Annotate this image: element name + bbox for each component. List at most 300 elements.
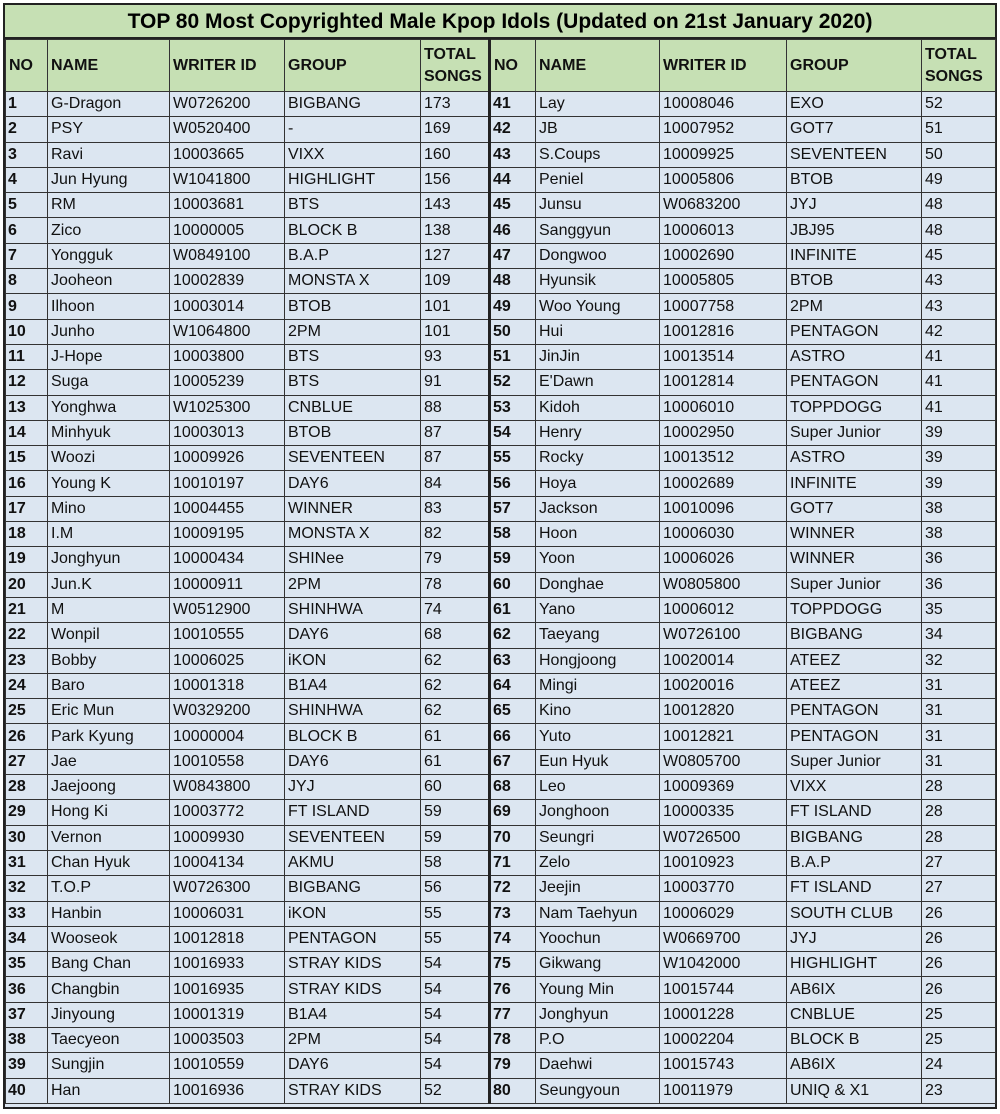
cell-group: AKMU <box>285 850 421 875</box>
cell-name: Park Kyung <box>48 724 170 749</box>
cell-name: Peniel <box>536 167 660 192</box>
cell-name: Jonghyun <box>48 547 170 572</box>
cell-no: 70 <box>490 825 536 850</box>
cell-no: 54 <box>490 420 536 445</box>
cell-name: Rocky <box>536 446 660 471</box>
cell-name: JB <box>536 117 660 142</box>
header-writer-id: WRITER ID <box>660 40 787 92</box>
cell-name: Han <box>48 1078 170 1103</box>
cell-total-songs: 27 <box>922 850 996 875</box>
cell-name: Mino <box>48 496 170 521</box>
cell-no: 9 <box>6 294 48 319</box>
table-row <box>6 1078 996 1103</box>
cell-no: 21 <box>6 597 48 622</box>
cell-total-songs: 88 <box>421 395 490 420</box>
cell-name: I.M <box>48 522 170 547</box>
cell-writer-id: 10000335 <box>660 800 787 825</box>
cell-total-songs: 35 <box>922 597 996 622</box>
cell-writer-id: W0849100 <box>170 243 285 268</box>
cell-no: 30 <box>6 825 48 850</box>
cell-name: Daehwi <box>536 1053 660 1078</box>
cell-total-songs: 26 <box>922 977 996 1002</box>
cell-no: 48 <box>490 269 536 294</box>
table-row <box>6 800 996 825</box>
cell-group: WINNER <box>787 522 922 547</box>
cell-no: 11 <box>6 344 48 369</box>
cell-writer-id: 10016933 <box>170 952 285 977</box>
cell-total-songs: 109 <box>421 269 490 294</box>
table-row <box>6 269 996 294</box>
cell-group: MONSTA X <box>285 522 421 547</box>
cell-total-songs: 54 <box>421 1002 490 1027</box>
cell-no: 76 <box>490 977 536 1002</box>
cell-writer-id: 10006026 <box>660 547 787 572</box>
cell-total-songs: 24 <box>922 1053 996 1078</box>
cell-group: SOUTH CLUB <box>787 901 922 926</box>
cell-writer-id: 10015744 <box>660 977 787 1002</box>
cell-group: VIXX <box>787 775 922 800</box>
cell-writer-id: 10004134 <box>170 850 285 875</box>
cell-no: 75 <box>490 952 536 977</box>
cell-total-songs: 31 <box>922 749 996 774</box>
cell-name: Young Min <box>536 977 660 1002</box>
cell-total-songs: 54 <box>421 1053 490 1078</box>
cell-name: Junho <box>48 319 170 344</box>
cell-total-songs: 55 <box>421 901 490 926</box>
cell-group: BLOCK B <box>285 724 421 749</box>
cell-total-songs: 62 <box>421 699 490 724</box>
table-row <box>6 471 996 496</box>
cell-no: 78 <box>490 1027 536 1052</box>
table-row <box>6 496 996 521</box>
cell-group: JYJ <box>787 193 922 218</box>
table-row <box>6 1053 996 1078</box>
cell-group: TOPPDOGG <box>787 395 922 420</box>
cell-name: P.O <box>536 1027 660 1052</box>
cell-no: 67 <box>490 749 536 774</box>
cell-group: CNBLUE <box>787 1002 922 1027</box>
header-total-line1: TOTAL <box>925 45 977 63</box>
cell-writer-id: 10005239 <box>170 370 285 395</box>
cell-group: BTS <box>285 344 421 369</box>
cell-total-songs: 127 <box>421 243 490 268</box>
cell-no: 27 <box>6 749 48 774</box>
cell-name: Wonpil <box>48 623 170 648</box>
cell-no: 20 <box>6 572 48 597</box>
cell-name: Vernon <box>48 825 170 850</box>
cell-writer-id: 10015743 <box>660 1053 787 1078</box>
cell-group: JYJ <box>285 775 421 800</box>
table-row <box>6 243 996 268</box>
cell-writer-id: 10001319 <box>170 1002 285 1027</box>
header-name: NAME <box>48 40 170 92</box>
cell-name: Hui <box>536 319 660 344</box>
cell-writer-id: 10007758 <box>660 294 787 319</box>
cell-group: INFINITE <box>787 243 922 268</box>
header-writer-id: WRITER ID <box>170 40 285 92</box>
cell-writer-id: W0805700 <box>660 749 787 774</box>
cell-writer-id: 10011979 <box>660 1078 787 1103</box>
cell-total-songs: 51 <box>922 117 996 142</box>
cell-writer-id: W1042000 <box>660 952 787 977</box>
cell-total-songs: 26 <box>922 952 996 977</box>
cell-writer-id: W0726100 <box>660 623 787 648</box>
cell-total-songs: 48 <box>922 193 996 218</box>
cell-group: 2PM <box>285 572 421 597</box>
table-row <box>6 952 996 977</box>
cell-writer-id: 10002950 <box>660 420 787 445</box>
cell-group: ATEEZ <box>787 648 922 673</box>
cell-writer-id: W1064800 <box>170 319 285 344</box>
cell-no: 61 <box>490 597 536 622</box>
cell-writer-id: 10006013 <box>660 218 787 243</box>
table-row <box>6 749 996 774</box>
cell-name: Jun.K <box>48 572 170 597</box>
cell-no: 47 <box>490 243 536 268</box>
cell-group: BIGBANG <box>285 92 421 117</box>
cell-writer-id: 10013512 <box>660 446 787 471</box>
cell-no: 69 <box>490 800 536 825</box>
cell-total-songs: 52 <box>922 92 996 117</box>
cell-no: 44 <box>490 167 536 192</box>
cell-group: B1A4 <box>285 673 421 698</box>
header-total-line1: TOTAL <box>424 45 476 63</box>
cell-group: PENTAGON <box>787 724 922 749</box>
cell-no: 40 <box>6 1078 48 1103</box>
cell-writer-id: W0329200 <box>170 699 285 724</box>
cell-no: 29 <box>6 800 48 825</box>
cell-name: Wooseok <box>48 926 170 951</box>
table-row <box>6 597 996 622</box>
cell-group: BIGBANG <box>787 623 922 648</box>
cell-name: Kidoh <box>536 395 660 420</box>
table-row <box>6 446 996 471</box>
cell-total-songs: 87 <box>421 446 490 471</box>
table-row <box>6 1027 996 1052</box>
cell-name: Hongjoong <box>536 648 660 673</box>
cell-name: Gikwang <box>536 952 660 977</box>
cell-group: iKON <box>285 648 421 673</box>
cell-group: DAY6 <box>285 623 421 648</box>
cell-no: 23 <box>6 648 48 673</box>
cell-no: 45 <box>490 193 536 218</box>
cell-group: BLOCK B <box>787 1027 922 1052</box>
cell-writer-id: 10006031 <box>170 901 285 926</box>
cell-total-songs: 39 <box>922 420 996 445</box>
cell-total-songs: 50 <box>922 142 996 167</box>
cell-no: 25 <box>6 699 48 724</box>
cell-name: Sanggyun <box>536 218 660 243</box>
cell-writer-id: 10007952 <box>660 117 787 142</box>
cell-name: Yoochun <box>536 926 660 951</box>
cell-no: 72 <box>490 876 536 901</box>
cell-total-songs: 54 <box>421 1027 490 1052</box>
header-no: NO <box>490 40 536 92</box>
cell-writer-id: 10012821 <box>660 724 787 749</box>
table-row <box>6 370 996 395</box>
cell-group: WINNER <box>285 496 421 521</box>
table-row <box>6 395 996 420</box>
cell-writer-id: 10006012 <box>660 597 787 622</box>
cell-writer-id: W0669700 <box>660 926 787 951</box>
cell-total-songs: 31 <box>922 724 996 749</box>
cell-group: DAY6 <box>285 749 421 774</box>
cell-group: DAY6 <box>285 1053 421 1078</box>
cell-no: 8 <box>6 269 48 294</box>
cell-no: 66 <box>490 724 536 749</box>
spreadsheet <box>3 3 997 1109</box>
cell-name: Bang Chan <box>48 952 170 977</box>
cell-writer-id: 10009369 <box>660 775 787 800</box>
cell-total-songs: 27 <box>922 876 996 901</box>
header-no: NO <box>6 40 48 92</box>
header-name: NAME <box>536 40 660 92</box>
table-row <box>6 1002 996 1027</box>
cell-total-songs: 82 <box>421 522 490 547</box>
cell-name: Zico <box>48 218 170 243</box>
cell-name: Jeejin <box>536 876 660 901</box>
cell-group: MONSTA X <box>285 269 421 294</box>
cell-writer-id: 10010096 <box>660 496 787 521</box>
cell-name: Mingi <box>536 673 660 698</box>
cell-total-songs: 78 <box>421 572 490 597</box>
cell-name: Yoon <box>536 547 660 572</box>
cell-total-songs: 54 <box>421 977 490 1002</box>
cell-name: Henry <box>536 420 660 445</box>
table-row <box>6 420 996 445</box>
cell-group: CNBLUE <box>285 395 421 420</box>
cell-total-songs: 25 <box>922 1002 996 1027</box>
header-row <box>6 40 996 92</box>
cell-name: Chan Hyuk <box>48 850 170 875</box>
cell-no: 77 <box>490 1002 536 1027</box>
cell-group: STRAY KIDS <box>285 952 421 977</box>
cell-total-songs: 26 <box>922 901 996 926</box>
cell-no: 50 <box>490 319 536 344</box>
cell-name: PSY <box>48 117 170 142</box>
cell-name: RM <box>48 193 170 218</box>
cell-group: ASTRO <box>787 446 922 471</box>
cell-group: BLOCK B <box>285 218 421 243</box>
cell-writer-id: 10003503 <box>170 1027 285 1052</box>
cell-total-songs: 32 <box>922 648 996 673</box>
cell-group: SHINee <box>285 547 421 572</box>
cell-name: Junsu <box>536 193 660 218</box>
cell-name: Hoon <box>536 522 660 547</box>
cell-total-songs: 25 <box>922 1027 996 1052</box>
cell-no: 63 <box>490 648 536 673</box>
cell-no: 39 <box>6 1053 48 1078</box>
cell-total-songs: 43 <box>922 269 996 294</box>
cell-writer-id: 10010555 <box>170 623 285 648</box>
cell-total-songs: 62 <box>421 673 490 698</box>
cell-total-songs: 41 <box>922 395 996 420</box>
cell-name: Hyunsik <box>536 269 660 294</box>
table-body <box>6 92 996 1104</box>
cell-no: 60 <box>490 572 536 597</box>
cell-total-songs: 59 <box>421 800 490 825</box>
cell-total-songs: 54 <box>421 952 490 977</box>
cell-writer-id: 10012814 <box>660 370 787 395</box>
cell-group: PENTAGON <box>787 370 922 395</box>
cell-writer-id: W1025300 <box>170 395 285 420</box>
cell-total-songs: 42 <box>922 319 996 344</box>
cell-writer-id: 10006029 <box>660 901 787 926</box>
cell-name: Kino <box>536 699 660 724</box>
table-row <box>6 648 996 673</box>
cell-group: B.A.P <box>285 243 421 268</box>
cell-name: Eric Mun <box>48 699 170 724</box>
cell-name: Changbin <box>48 977 170 1002</box>
cell-no: 56 <box>490 471 536 496</box>
cell-no: 12 <box>6 370 48 395</box>
cell-writer-id: 10002689 <box>660 471 787 496</box>
cell-no: 74 <box>490 926 536 951</box>
cell-name: Yano <box>536 597 660 622</box>
cell-name: Hong Ki <box>48 800 170 825</box>
cell-total-songs: 43 <box>922 294 996 319</box>
cell-group: B1A4 <box>285 1002 421 1027</box>
cell-name: Hoya <box>536 471 660 496</box>
cell-group: FT ISLAND <box>285 800 421 825</box>
cell-group: PENTAGON <box>787 319 922 344</box>
cell-name: Suga <box>48 370 170 395</box>
cell-writer-id: W0843800 <box>170 775 285 800</box>
cell-no: 19 <box>6 547 48 572</box>
cell-writer-id: 10016935 <box>170 977 285 1002</box>
cell-no: 58 <box>490 522 536 547</box>
cell-name: Ilhoon <box>48 294 170 319</box>
cell-writer-id: 10001318 <box>170 673 285 698</box>
cell-name: E'Dawn <box>536 370 660 395</box>
cell-group: STRAY KIDS <box>285 977 421 1002</box>
table-row <box>6 977 996 1002</box>
cell-total-songs: 68 <box>421 623 490 648</box>
cell-total-songs: 41 <box>922 344 996 369</box>
cell-writer-id: 10009195 <box>170 522 285 547</box>
cell-name: Zelo <box>536 850 660 875</box>
cell-writer-id: 10004455 <box>170 496 285 521</box>
cell-writer-id: 10001228 <box>660 1002 787 1027</box>
cell-name: Yonghwa <box>48 395 170 420</box>
cell-group: TOPPDOGG <box>787 597 922 622</box>
cell-no: 53 <box>490 395 536 420</box>
table-row <box>6 319 996 344</box>
cell-writer-id: 10016936 <box>170 1078 285 1103</box>
cell-no: 49 <box>490 294 536 319</box>
cell-writer-id: W0726200 <box>170 92 285 117</box>
cell-group: BIGBANG <box>285 876 421 901</box>
cell-name: Jonghoon <box>536 800 660 825</box>
cell-name: Yongguk <box>48 243 170 268</box>
table-row <box>6 775 996 800</box>
cell-group: JYJ <box>787 926 922 951</box>
cell-group: STRAY KIDS <box>285 1078 421 1103</box>
cell-total-songs: 173 <box>421 92 490 117</box>
table-row <box>6 724 996 749</box>
cell-group: JBJ95 <box>787 218 922 243</box>
cell-no: 65 <box>490 699 536 724</box>
cell-no: 79 <box>490 1053 536 1078</box>
cell-group: HIGHLIGHT <box>285 167 421 192</box>
cell-group: EXO <box>787 92 922 117</box>
cell-name: Minhyuk <box>48 420 170 445</box>
cell-name: Taecyeon <box>48 1027 170 1052</box>
cell-writer-id: W1041800 <box>170 167 285 192</box>
table-row <box>6 547 996 572</box>
cell-total-songs: 83 <box>421 496 490 521</box>
cell-no: 26 <box>6 724 48 749</box>
cell-group: BTOB <box>285 294 421 319</box>
cell-writer-id: 10006025 <box>170 648 285 673</box>
cell-group: FT ISLAND <box>787 800 922 825</box>
cell-name: Bobby <box>48 648 170 673</box>
cell-total-songs: 55 <box>421 926 490 951</box>
cell-writer-id: W0726300 <box>170 876 285 901</box>
cell-total-songs: 38 <box>922 522 996 547</box>
cell-name: Jinyoung <box>48 1002 170 1027</box>
cell-group: BTOB <box>787 269 922 294</box>
cell-no: 4 <box>6 167 48 192</box>
cell-name: Jae <box>48 749 170 774</box>
table-row <box>6 901 996 926</box>
cell-total-songs: 93 <box>421 344 490 369</box>
cell-group: SEVENTEEN <box>285 825 421 850</box>
cell-total-songs: 160 <box>421 142 490 167</box>
cell-writer-id: 10003665 <box>170 142 285 167</box>
cell-name: Baro <box>48 673 170 698</box>
cell-name: Yuto <box>536 724 660 749</box>
cell-total-songs: 169 <box>421 117 490 142</box>
cell-writer-id: 10005805 <box>660 269 787 294</box>
cell-no: 28 <box>6 775 48 800</box>
table-row <box>6 522 996 547</box>
header-total-songs <box>421 40 490 92</box>
table-row <box>6 876 996 901</box>
cell-no: 22 <box>6 623 48 648</box>
cell-total-songs: 143 <box>421 193 490 218</box>
cell-group: ATEEZ <box>787 673 922 698</box>
cell-group: AB6IX <box>787 1053 922 1078</box>
cell-total-songs: 48 <box>922 218 996 243</box>
cell-name: M <box>48 597 170 622</box>
cell-total-songs: 79 <box>421 547 490 572</box>
cell-total-songs: 60 <box>421 775 490 800</box>
cell-no: 35 <box>6 952 48 977</box>
cell-total-songs: 52 <box>421 1078 490 1103</box>
table-row <box>6 142 996 167</box>
cell-group: iKON <box>285 901 421 926</box>
cell-no: 52 <box>490 370 536 395</box>
cell-total-songs: 101 <box>421 319 490 344</box>
cell-writer-id: W0805800 <box>660 572 787 597</box>
header-group: GROUP <box>787 40 922 92</box>
cell-name: Jooheon <box>48 269 170 294</box>
cell-no: 14 <box>6 420 48 445</box>
cell-group: BIGBANG <box>787 825 922 850</box>
cell-name: Eun Hyuk <box>536 749 660 774</box>
cell-group: SHINHWA <box>285 699 421 724</box>
cell-no: 68 <box>490 775 536 800</box>
cell-no: 7 <box>6 243 48 268</box>
cell-total-songs: 34 <box>922 623 996 648</box>
cell-writer-id: 10000434 <box>170 547 285 572</box>
cell-writer-id: W0512900 <box>170 597 285 622</box>
cell-no: 42 <box>490 117 536 142</box>
cell-no: 33 <box>6 901 48 926</box>
cell-name: Jun Hyung <box>48 167 170 192</box>
cell-group: 2PM <box>285 319 421 344</box>
